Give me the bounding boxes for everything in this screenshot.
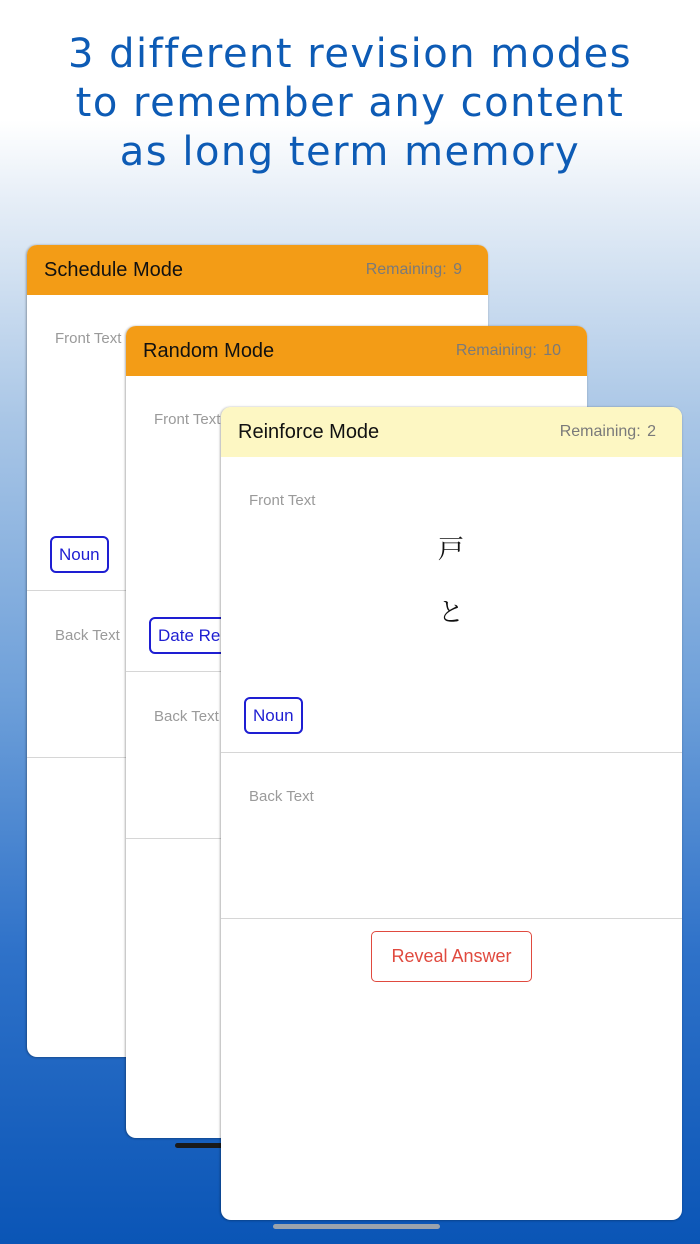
reinforce-back-text-label: Back Text	[249, 788, 314, 805]
headline-line-3: as long term memory	[119, 129, 581, 175]
schedule-remaining-count: Remaining: 9	[365, 261, 462, 278]
reinforce-back-divider	[221, 918, 682, 919]
random-date-tag[interactable]: Date Re	[149, 617, 259, 654]
reinforce-front-back-divider	[221, 752, 682, 753]
front-kana-reading: と	[437, 598, 464, 628]
headline-line-2: to remember any content	[75, 80, 625, 126]
random-mode-header	[126, 326, 587, 376]
reinforce-front-text-label: Front Text	[249, 492, 316, 509]
reinforce-noun-tag[interactable]: Noun	[244, 697, 303, 734]
schedule-back-text-label: Back Text	[55, 627, 120, 644]
headline-line-1: 3 different revision modes	[67, 31, 633, 77]
reinforce-mode-card[interactable]	[221, 407, 682, 1220]
random-mode-title: Random Mode	[143, 339, 275, 362]
schedule-noun-tag[interactable]: Noun	[50, 536, 109, 573]
reveal-answer-button[interactable]: Reveal Answer	[371, 931, 532, 982]
headline	[0, 30, 700, 177]
reinforce-remaining-count: Remaining: 2	[559, 423, 656, 440]
schedule-front-text-label: Front Text	[55, 330, 122, 347]
random-remaining-count: Remaining: 10	[455, 342, 561, 359]
random-back-text-label: Back Text	[154, 708, 219, 725]
reinforce-home-indicator	[273, 1224, 440, 1229]
front-kanji: 戸	[437, 535, 464, 565]
schedule-mode-header	[27, 245, 488, 295]
schedule-mode-title: Schedule Mode	[44, 258, 183, 281]
reinforce-mode-header	[221, 407, 682, 457]
reinforce-mode-title: Reinforce Mode	[238, 420, 380, 443]
random-front-text-label: Front Text	[154, 411, 221, 428]
